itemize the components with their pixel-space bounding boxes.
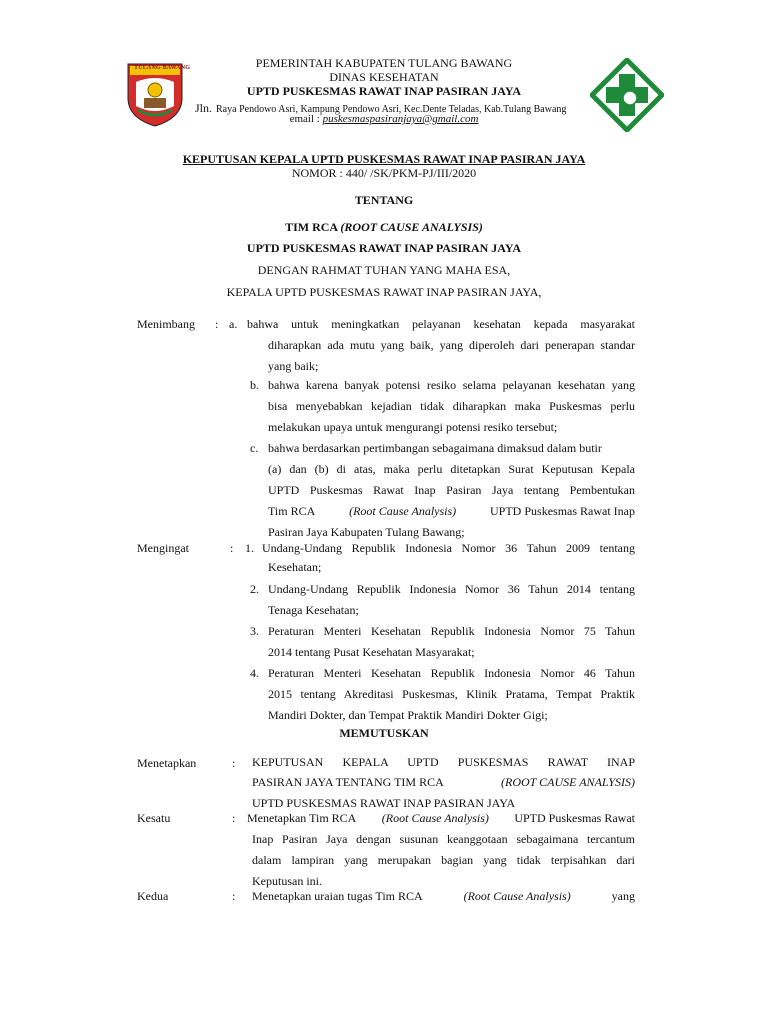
- letterhead-dept: DINAS KESEHATAN: [329, 70, 439, 84]
- menimbang-c-line: bahwa berdasarkan pertimbangan sebagaimana dimaksud dalam butir: [268, 441, 602, 455]
- mengingat-line: Tenaga Kesehatan;: [268, 603, 359, 617]
- item-number: 2.: [250, 582, 259, 596]
- menimbang-b-line: bisa menyebabkan kejadian tidak diharapkan maka Puskesmas perlu: [268, 399, 635, 413]
- menetapkan-line: KEPUTUSAN KEPALA UPTD PUSKESMAS RAWAT INAP: [252, 755, 635, 769]
- kedua-colon: :: [232, 889, 236, 903]
- mengingat-line: Kesehatan;: [268, 560, 322, 574]
- menetapkan-colon: :: [232, 756, 236, 770]
- item-marker: a.: [229, 317, 238, 331]
- kesatu-line: Keputusan ini.: [252, 874, 322, 888]
- menimbang-c-line: Tim RCA (Root Cause Analysis) UPTD Puskesmas Rawat Inap: [268, 504, 635, 518]
- menetapkan-label: Menetapkan: [137, 756, 197, 770]
- item-marker: b.: [250, 378, 259, 392]
- mengingat-line: 2015 tentang Akreditasi Puskesmas, Klinik Pratama, Tempat Praktik: [268, 687, 635, 701]
- kesatu-line: Menetapkan Tim RCA (Root Cause Analysis) UPTD Puskesmas Rawat: [247, 811, 635, 825]
- email-link[interactable]: puskesmaspasiranjaya@gmail.com: [322, 113, 479, 125]
- menetapkan-line: PASIRAN JAYA TENTANG TIM RCA (ROOT CAUSE ANALYSIS): [252, 775, 635, 789]
- menetapkan-line: UPTD PUSKESMAS RAWAT INAP PASIRAN JAYA: [252, 796, 516, 810]
- about-heading: TENTANG: [354, 193, 414, 207]
- mengingat-line: Undang-Undang Republik Indonesia Nomor 36 Tahun 2009 tentang: [262, 541, 635, 555]
- menimbang-colon: :: [215, 317, 219, 331]
- mengingat-line: Mandiri Dokter, dan Tempat Praktik Mandiri Dokter Gigi;: [268, 708, 548, 722]
- unit-heading: UPTD PUSKESMAS RAWAT INAP PASIRAN JAYA: [246, 241, 522, 255]
- decree-number: NOMOR : 440/ /SK/PKM-PJ/III/2020: [291, 166, 477, 180]
- item-number: 4.: [250, 666, 259, 680]
- kesatu-label: Kesatu: [137, 811, 171, 825]
- kesatu-line: dalam lampiran yang merupakan bagian yang tidak terpisahkan dari: [252, 853, 635, 867]
- kedua-label: Kedua: [137, 889, 169, 903]
- menimbang-a-line: yang baik;: [268, 359, 319, 373]
- blessing-line: DENGAN RAHMAT TUHAN YANG MAHA ESA,: [257, 263, 511, 277]
- mengingat-line: Peraturan Menteri Kesehatan Republik Indonesia Nomor 75 Tahun: [268, 624, 635, 638]
- mengingat-line: Peraturan Menteri Kesehatan Republik Indonesia Nomor 46 Tahun: [268, 666, 635, 680]
- item-number: 3.: [250, 624, 259, 638]
- menimbang-c-line: Pasiran Jaya Kabupaten Tulang Bawang;: [268, 525, 465, 539]
- menimbang-b-line: bahwa karena banyak potensi resiko selama pelayanan kesehatan yang: [268, 378, 635, 392]
- emblem-text: TULANG BAWANG: [134, 65, 191, 71]
- letterhead-unit: UPTD PUSKESMAS RAWAT INAP PASIRAN JAYA: [246, 84, 522, 98]
- mengingat-line: Undang-Undang Republik Indonesia Nomor 36 Tahun 2014 tentang: [268, 582, 635, 596]
- item-marker: c.: [250, 441, 259, 455]
- decree-title: KEPUTUSAN KEPALA UPTD PUSKESMAS RAWAT INAP PASIRAN JAYA: [182, 152, 586, 166]
- letterhead-email: email : puskesmaspasiranjaya@gmail.com: [289, 113, 479, 125]
- head-line: KEPALA UPTD PUSKESMAS RAWAT INAP PASIRAN JAYA,: [226, 285, 542, 299]
- kedua-line: Menetapkan uraian tugas Tim RCA (Root Cause Analysis) yang: [252, 889, 635, 903]
- letterhead-gov: PEMERINTAH KABUPATEN TULANG BAWANG: [255, 56, 513, 70]
- mengingat-colon: :: [230, 541, 234, 555]
- menimbang-a-line: diharapkan ada mutu yang baik, yang diperoleh dari penerapan standar: [268, 338, 635, 352]
- mengingat-label: Mengingat: [137, 541, 189, 555]
- item-number: 1.: [245, 541, 254, 555]
- menimbang-a-line: bahwa untuk meningkatkan pelayanan kesehatan kepada masyarakat: [247, 317, 635, 331]
- menimbang-label: Menimbang: [137, 317, 195, 331]
- kesatu-line: Inap Pasiran Jaya dengan susunan keanggotaan sebagaimana tercantum: [252, 832, 635, 846]
- kesatu-colon: :: [232, 811, 236, 825]
- memutuskan-heading: MEMUTUSKAN: [339, 726, 429, 740]
- menimbang-c-line: UPTD Puskesmas Rawat Inap Pasiran Jaya tentang Pembentukan: [268, 483, 635, 497]
- mengingat-line: 2014 tentang Pusat Kesehatan Masyarakat;: [268, 645, 475, 659]
- menimbang-c-line: (a) dan (b) di atas, maka perlu ditetapkan Surat Keputusan Kepala: [268, 462, 635, 476]
- subject-heading: TIM RCA (ROOT CAUSE ANALYSIS): [285, 220, 483, 234]
- menimbang-b-line: melakukan upaya untuk mengurangi potensi resiko tersebut;: [268, 420, 558, 434]
- letterhead-address: Jln. Raya Pendowo Asri, Kampung Pendowo Asri, Kec.Dente Teladas, Kab.Tulang Bawang: [195, 101, 567, 115]
